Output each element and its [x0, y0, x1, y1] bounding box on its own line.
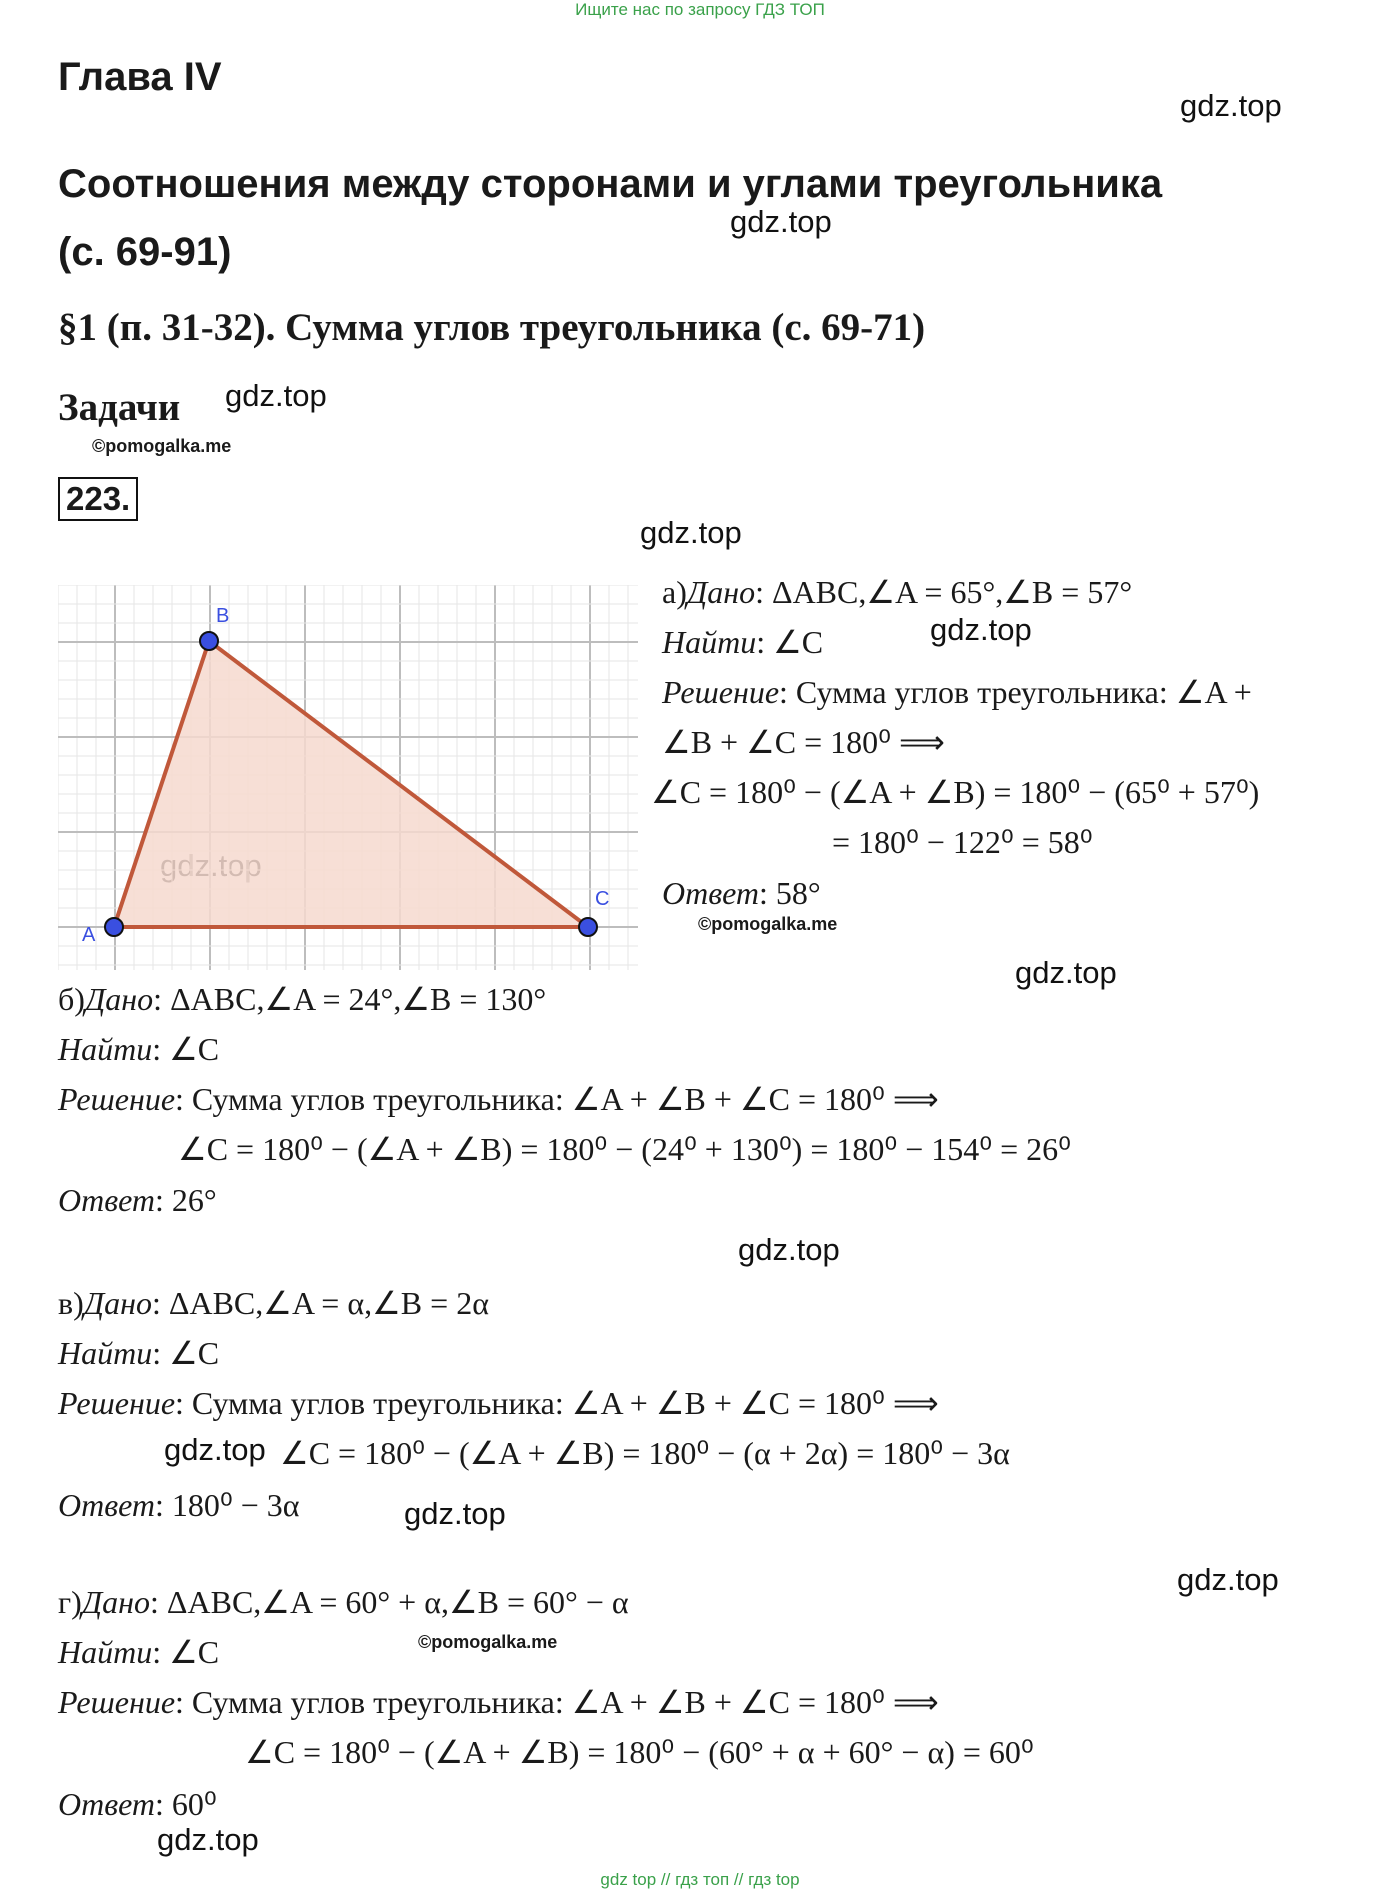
find-label: Найти — [58, 1634, 153, 1670]
part-c-answer — [58, 1486, 300, 1524]
top-banner-link[interactable]: Ищите нас по запросу ГДЗ ТОП — [575, 0, 825, 19]
section-title-line-2: (с. 69-91) — [58, 230, 232, 274]
answer-label: Ответ — [662, 875, 759, 911]
label-b: B — [216, 605, 230, 627]
answer-label: Ответ — [58, 1182, 155, 1218]
task-number: 223. — [58, 477, 138, 521]
watermark: gdz.top — [730, 204, 832, 239]
part-d-given — [58, 1583, 629, 1621]
part-a-solution-1 — [662, 673, 1252, 711]
copyright-mark: ©pomogalka.me — [418, 1632, 558, 1652]
watermark: gdz.top — [404, 1496, 506, 1531]
part-c-prefix: в) — [58, 1285, 84, 1321]
part-d-answer — [58, 1785, 217, 1823]
answer-label: Ответ — [58, 1786, 155, 1822]
label-c: C — [595, 888, 610, 910]
section-title-line-1: Соотношения между сторонами и углами треугольника — [58, 162, 1163, 206]
given-label: Дано — [81, 1584, 151, 1620]
watermark: gdz.top — [738, 1232, 840, 1267]
triangle-figure — [58, 585, 638, 970]
copyright-mark: ©pomogalka.me — [92, 436, 232, 456]
part-a-given — [662, 573, 1132, 611]
solution-equation: ∠A + ∠B + ∠C = 180⁰ ⟹ — [571, 1385, 939, 1421]
solution-label: Решение — [662, 674, 780, 710]
given-label: Дано — [686, 574, 756, 610]
point-a — [105, 918, 123, 936]
find-value: : ∠C — [152, 1634, 220, 1670]
watermark: gdz.top — [930, 612, 1032, 647]
find-value: : ∠C — [152, 1335, 220, 1371]
solution-equation: ∠A + — [1175, 674, 1252, 710]
part-d-solution-1 — [58, 1683, 939, 1721]
point-c — [579, 918, 597, 936]
find-label: Найти — [58, 1031, 153, 1067]
given-label: Дано — [84, 981, 154, 1017]
given-value: : ΔABC,∠A = α,∠B = 2α — [152, 1285, 489, 1321]
part-a-find — [662, 623, 823, 661]
part-d-prefix: г) — [58, 1584, 82, 1620]
part-c-solution-2: ∠C = 180⁰ − (∠A + ∠B) = 180⁰ − (α + 2α) = 180⁰ − 3α — [280, 1435, 1010, 1471]
copyright-mark: ©pomogalka.me — [698, 914, 838, 934]
given-value: : ΔABC,∠A = 65°,∠B = 57° — [755, 574, 1133, 610]
tasks-heading: Задачи — [58, 386, 181, 429]
watermark: gdz.top — [225, 378, 327, 413]
chapter-title: Глава IV — [58, 55, 222, 99]
watermark: gdz.top — [1180, 88, 1282, 123]
solution-text: : Сумма углов треугольника: — [175, 1385, 572, 1421]
part-c-solution-1 — [58, 1384, 939, 1422]
point-b — [200, 632, 218, 650]
part-a-solution-4: = 180⁰ − 122⁰ = 58⁰ — [832, 824, 1093, 860]
solution-text: : Сумма углов треугольника: — [175, 1684, 572, 1720]
answer-value: : 26° — [155, 1182, 217, 1218]
answer-label: Ответ — [58, 1487, 155, 1523]
part-a-solution-3: ∠C = 180⁰ − (∠A + ∠B) = 180⁰ − (65⁰ + 57⁰) — [651, 774, 1260, 810]
solution-equation: ∠A + ∠B + ∠C = 180⁰ ⟹ — [571, 1081, 939, 1117]
part-b-solution-1 — [58, 1080, 939, 1118]
part-b-solution-2: ∠C = 180⁰ − (∠A + ∠B) = 180⁰ − (24⁰ + 130⁰) = 180⁰ − 154⁰ = 26⁰ — [178, 1131, 1071, 1167]
part-c-given — [58, 1284, 489, 1322]
part-b-answer — [58, 1182, 217, 1219]
solution-equation: ∠A + ∠B + ∠C = 180⁰ ⟹ — [571, 1684, 939, 1720]
part-b-prefix: б) — [58, 981, 85, 1017]
part-d-find — [58, 1633, 219, 1671]
answer-value: : 180⁰ − 3α — [155, 1487, 300, 1523]
solution-label: Решение — [58, 1385, 176, 1421]
part-d-solution-2: ∠C = 180⁰ − (∠A + ∠B) = 180⁰ − (60° + α + 60° − α) = 60⁰ — [245, 1734, 1034, 1770]
section-title — [58, 150, 1162, 286]
watermark: gdz.top — [157, 1822, 259, 1857]
solution-text: : Сумма углов треугольника: — [175, 1081, 572, 1117]
footer-links[interactable]: gdz top // гдз топ // гдз top — [600, 1870, 800, 1889]
find-value: : ∠C — [152, 1031, 220, 1067]
find-value: : ∠C — [756, 624, 824, 660]
solution-label: Решение — [58, 1684, 176, 1720]
label-a: A — [82, 924, 96, 946]
part-b-find — [58, 1030, 219, 1068]
answer-value: : 60⁰ — [155, 1786, 217, 1822]
solution-label: Решение — [58, 1081, 176, 1117]
part-a-solution-2: ∠B + ∠C = 180⁰ ⟹ — [662, 724, 945, 760]
solution-text: : Сумма углов треугольника: — [779, 674, 1176, 710]
part-a-prefix: а) — [662, 574, 687, 610]
find-label: Найти — [662, 624, 757, 660]
given-value: : ΔABC,∠A = 60° + α,∠B = 60° − α — [150, 1584, 629, 1620]
given-value: : ΔABC,∠A = 24°,∠B = 130° — [153, 981, 547, 1017]
part-a-answer — [662, 875, 821, 912]
part-c-find — [58, 1334, 219, 1372]
watermark: gdz.top — [1015, 955, 1117, 990]
watermark: gdz.top — [1177, 1562, 1279, 1597]
find-label: Найти — [58, 1335, 153, 1371]
watermark: gdz.top — [640, 515, 742, 550]
triangle-fill — [114, 641, 588, 927]
part-b-given — [58, 980, 546, 1018]
answer-value: : 58° — [759, 875, 821, 911]
paragraph-title: §1 (п. 31-32). Сумма углов треугольника (с. 69-71) — [58, 306, 926, 349]
given-label: Дано — [83, 1285, 152, 1321]
watermark: gdz.top — [164, 1432, 266, 1467]
